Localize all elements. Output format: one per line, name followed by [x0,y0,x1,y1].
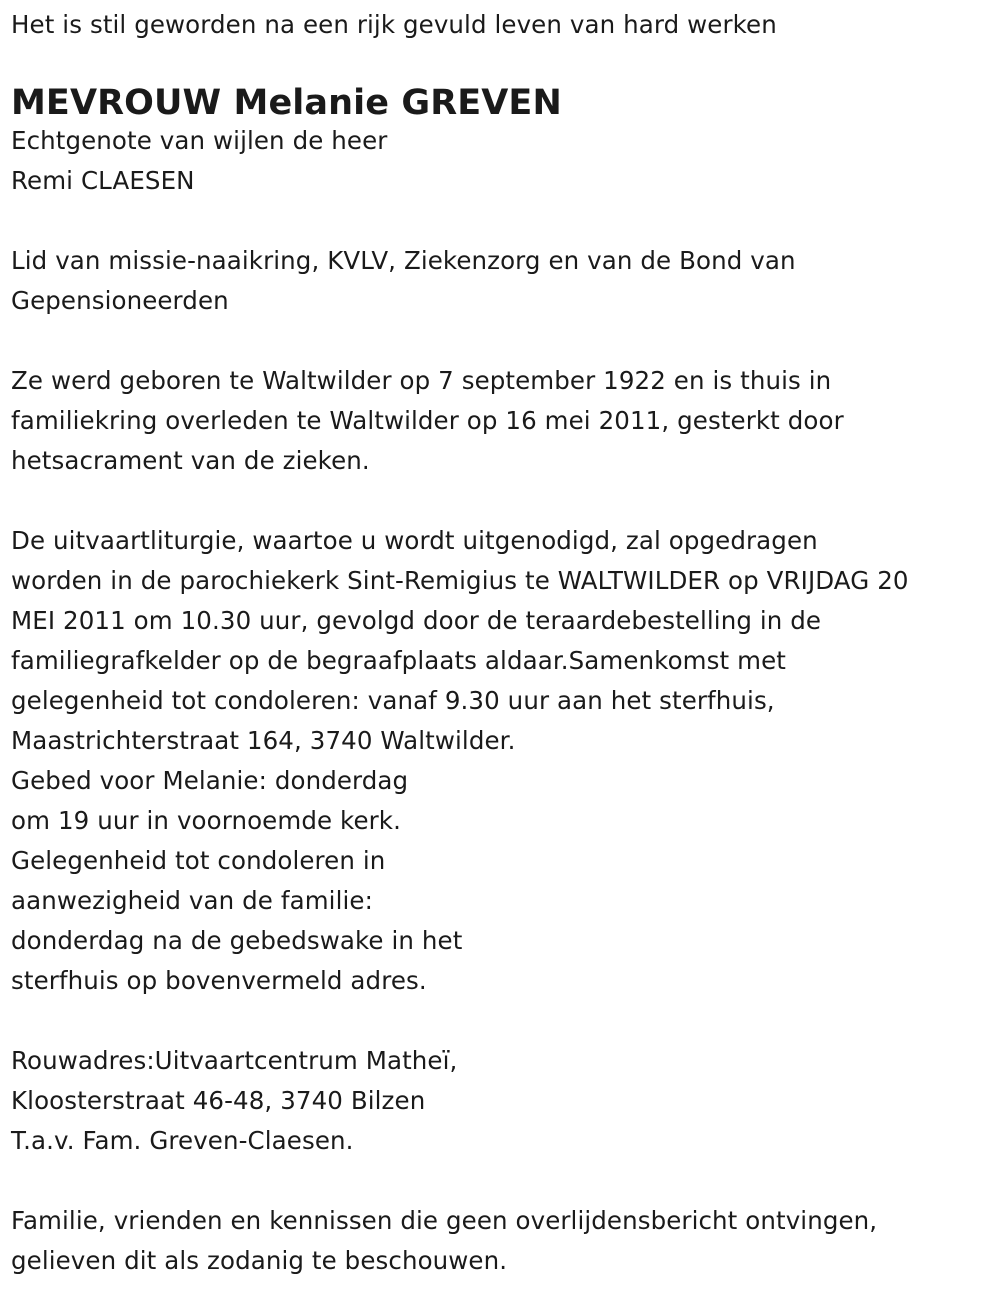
text-line: gelieven dit als zodanig te beschouwen. [11,1246,508,1275]
paragraph-gap [11,321,1000,361]
text-line: hetsacrament van de zieken. [11,446,370,475]
obituary-body [11,121,1000,1281]
text-line: Maastrichterstraat 164, 3740 Waltwilder. [11,726,516,755]
text-line: Remi CLAESEN [11,166,195,195]
paragraph-gap [11,1161,1000,1201]
closing-paragraph [11,1201,1000,1281]
text-line: Familie, vrienden en kennissen die geen overlijdensbericht ontvingen, [11,1206,878,1235]
mourning-address-paragraph [11,1041,1000,1161]
text-line: Echtgenote van wijlen de heer [11,126,388,155]
text-line: T.a.v. Fam. Greven-Claesen. [11,1126,354,1155]
paragraph-gap [11,1001,1000,1041]
text-line: familiegrafkelder op de begraafplaats aldaar.Samenkomst met [11,646,786,675]
text-line: Kloosterstraat 46-48, 3740 Bilzen [11,1086,426,1115]
paragraph-gap [11,481,1000,521]
text-line: aanwezigheid van de familie: [11,886,373,915]
text-line: Lid van missie-naaikring, KVLV, Ziekenzorg en van de Bond van [11,246,796,275]
funeral-paragraph [11,521,1000,1001]
memberships-paragraph [11,241,1000,321]
text-line: Ze werd geboren te Waltwilder op 7 september 1922 en is thuis in [11,366,832,395]
text-line: sterfhuis op bovenvermeld adres. [11,966,427,995]
text-line: donderdag na de gebedswake in het [11,926,463,955]
paragraph-gap [11,201,1000,241]
text-line: om 19 uur in voornoemde kerk. [11,806,401,835]
text-line: Gepensioneerden [11,286,229,315]
text-line: Gelegenheid tot condoleren in [11,846,386,875]
spouse-paragraph [11,121,1000,201]
text-line: Rouwadres:Uitvaartcentrum Matheï, [11,1046,458,1075]
birth-death-paragraph [11,361,1000,481]
deceased-name-title: MEVROUW Melanie GREVEN [11,83,562,123]
text-line: De uitvaartliturgie, waartoe u wordt uitgenodigd, zal opgedragen [11,526,818,555]
text-line: Gebed voor Melanie: donderdag [11,766,409,795]
text-line: gelegenheid tot condoleren: vanaf 9.30 uur aan het sterfhuis, [11,686,775,715]
intro-line: Het is stil geworden na een rijk gevuld leven van hard werken [11,10,777,39]
text-line: MEI 2011 om 10.30 uur, gevolgd door de teraardebestelling in de [11,606,822,635]
text-line: familiekring overleden te Waltwilder op 16 mei 2011, gesterkt door [11,406,844,435]
text-line: worden in de parochiekerk Sint-Remigius te WALTWILDER op VRIJDAG 20 [11,566,909,595]
